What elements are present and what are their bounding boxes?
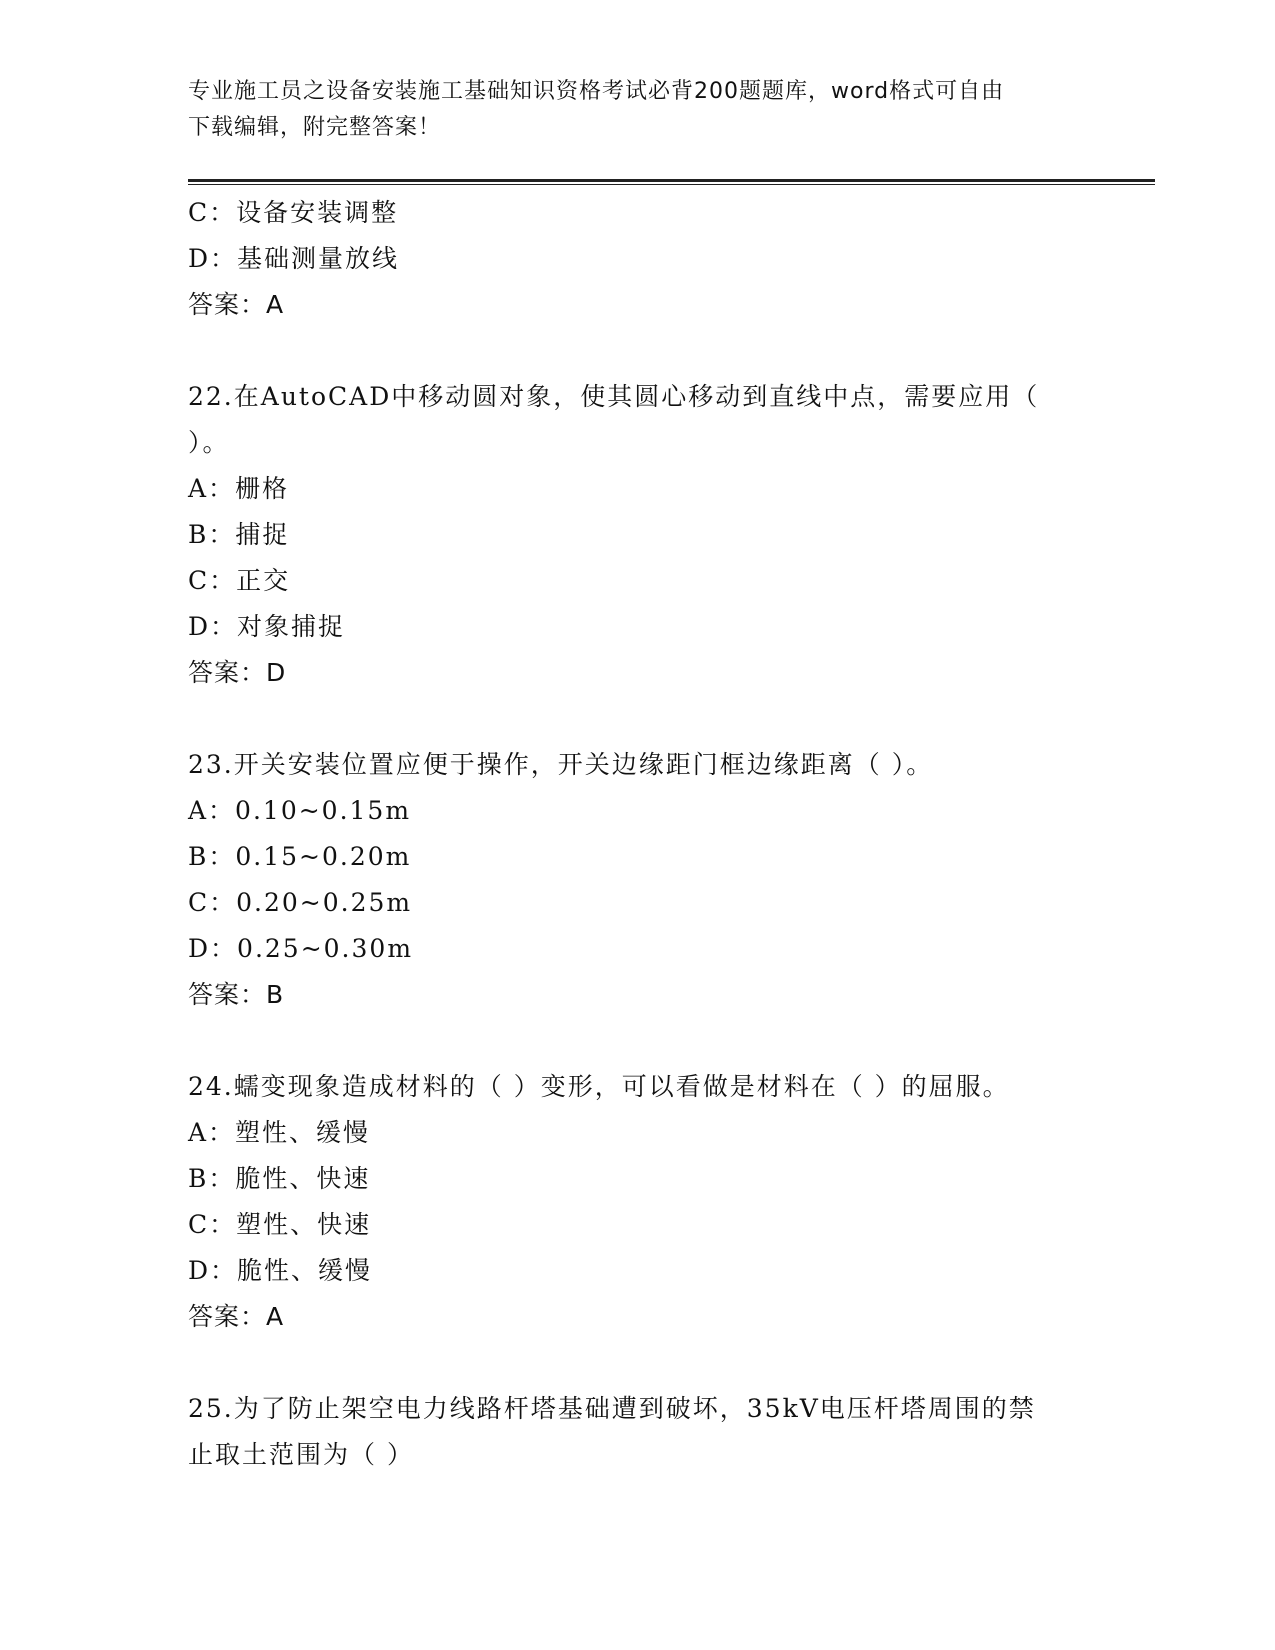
answer-label: 答案：A (188, 1302, 285, 1331)
question-list (188, 190, 1088, 1478)
answer-label: 答案：A (188, 290, 285, 319)
question-21-tail (188, 190, 1088, 328)
option-d: D：0.25~0.30m (188, 934, 414, 963)
question-stem-line2: 止取土范围为（ ） (188, 1440, 414, 1469)
header-divider-thick (188, 179, 1155, 182)
question-24 (188, 1064, 1088, 1340)
question-stem: 24.蠕变现象造成材料的（ ）变形，可以看做是材料在（ ）的屈服。 (188, 1072, 1010, 1101)
header-title-line1: 专业施工员之设备安装施工基础知识资格考试必背200题题库，word格式可自由 (188, 79, 1005, 104)
option-b: B：0.15~0.20m (188, 842, 412, 871)
option-c: C：0.20~0.25m (188, 888, 413, 917)
option-a: A：塑性、缓慢 (188, 1118, 371, 1147)
option-a: A：栅格 (188, 474, 290, 503)
option-d: D：对象捕捉 (188, 612, 346, 641)
answer-label: 答案：B (188, 980, 285, 1009)
page-header (188, 74, 1088, 146)
question-stem: 23.开关安装位置应便于操作，开关边缘距门框边缘距离（ ）。 (188, 750, 934, 779)
option-b: B：脆性、快速 (188, 1164, 371, 1193)
option-c: C：塑性、快速 (188, 1210, 372, 1239)
option-b: B：捕捉 (188, 520, 290, 549)
answer-label: 答案：D (188, 658, 287, 687)
option-a: A：0.10~0.15m (188, 796, 412, 825)
option-c: C：设备安装调整 (188, 198, 399, 227)
option-d: D：基础测量放线 (188, 244, 400, 273)
question-stem-line1: 25.为了防止架空电力线路杆塔基础遭到破坏，35kV电压杆塔周围的禁 (188, 1394, 1036, 1423)
option-d: D：脆性、缓慢 (188, 1256, 373, 1285)
question-23 (188, 742, 1088, 1018)
question-25 (188, 1386, 1088, 1478)
spacer (188, 328, 1088, 374)
option-c: C：正交 (188, 566, 291, 595)
question-stem-line2: ）。 (188, 428, 230, 457)
question-22 (188, 374, 1088, 696)
spacer (188, 696, 1088, 742)
question-stem-line1: 22.在AutoCAD中移动圆对象，使其圆心移动到直线中点，需要应用（ (188, 382, 1040, 411)
header-title-line2: 下载编辑，附完整答案！ (188, 115, 442, 140)
spacer (188, 1340, 1088, 1386)
spacer (188, 1018, 1088, 1064)
header-divider-thin (188, 184, 1155, 185)
